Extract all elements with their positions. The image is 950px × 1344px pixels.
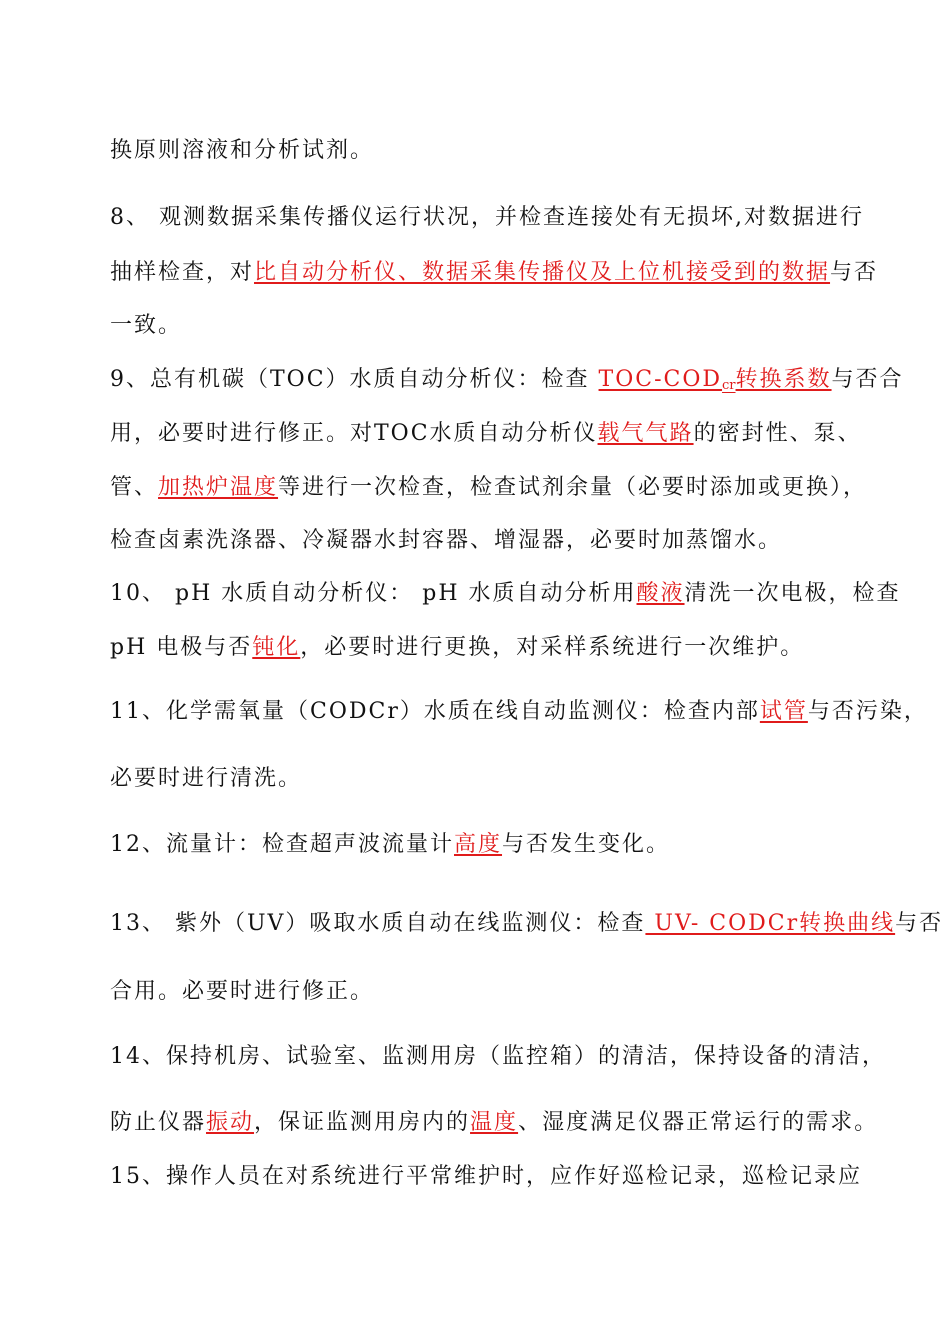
highlight-text: TOC-COD [598,367,723,392]
text-line-18: 15、操作人员在对系统进行平常维护时，应作好巡检记录，巡检记录应 [110,1164,862,1189]
highlight-text: 加热炉温度 [158,475,279,500]
text-line-4: 一致。 [110,313,183,338]
highlight-text: 酸液 [636,581,685,606]
text-line-7: 管、加热炉温度等进行一次检查，检查试剂余量（必要时添加或更换）， [110,475,868,500]
highlight-text: 比自动分析仪、数据采集传播仪及上位机接受到的数据 [254,260,831,285]
highlight-subscript: cr [722,378,736,393]
text-line-1: 换原则溶液和分析试剂。 [110,138,375,163]
text-line-17: 防止仪器振动，保证监测用房内的温度、湿度满足仪器正常运行的需求。 [110,1110,879,1135]
text-line-16: 14、保持机房、试验室、监测用房（监控箱）的清洁，保持设备的清洁， [110,1044,886,1069]
text-line-8: 检查卤素洗涤器、冷凝器水封容器、增湿器，必要时加蒸馏水。 [110,528,783,553]
highlight-text: 高度 [454,832,503,857]
text-line-12: 必要时进行清洗。 [110,766,303,791]
text-line-3: 抽样检查，对比自动分析仪、数据采集传播仪及上位机接受到的数据与否 [110,260,879,285]
highlight-text: 试管 [759,699,808,724]
text-line-15: 合用。必要时进行修正。 [110,979,375,1004]
highlight-text: 载气气路 [597,421,694,446]
text-line-6: 用，必要时进行修正。对TOC水质自动分析仪载气气路的密封性、泵、 [110,421,862,446]
text-line-13: 12、流量计：检查超声波流量计高度与否发生变化。 [110,832,671,857]
text-line-2: 8、 观测数据采集传播仪运行状况，并检查连接处有无损坏,对数据进行 [110,205,864,230]
highlight-text: UV- CODCr转换曲线 [645,911,896,936]
highlight-text: 钝化 [252,635,301,660]
highlight-text: 转换系数 [735,367,832,392]
highlight-text: 振动 [206,1110,255,1135]
text-line-11: 11、化学需氧量（CODCr）水质在线自动监测仪：检查内部试管与否污染， [110,699,928,724]
text-line-5: 9、总有机碳（TOC）水质自动分析仪：检查 TOC-$COD_{cr}$转换系数与否合 [110,367,904,393]
text-line-14: 13、 紫外（UV）吸取水质自动在线监测仪：检查 UV- CODCr转换曲线与否 [110,911,944,936]
text-line-9: 10、 pH 水质自动分析仪： pH 水质自动分析用酸液清洗一次电极，检查 [110,581,901,606]
text-line-10: pH 电极与否钝化，必要时进行更换，对采样系统进行一次维护。 [110,635,805,660]
highlight-text: 温度 [470,1110,519,1135]
